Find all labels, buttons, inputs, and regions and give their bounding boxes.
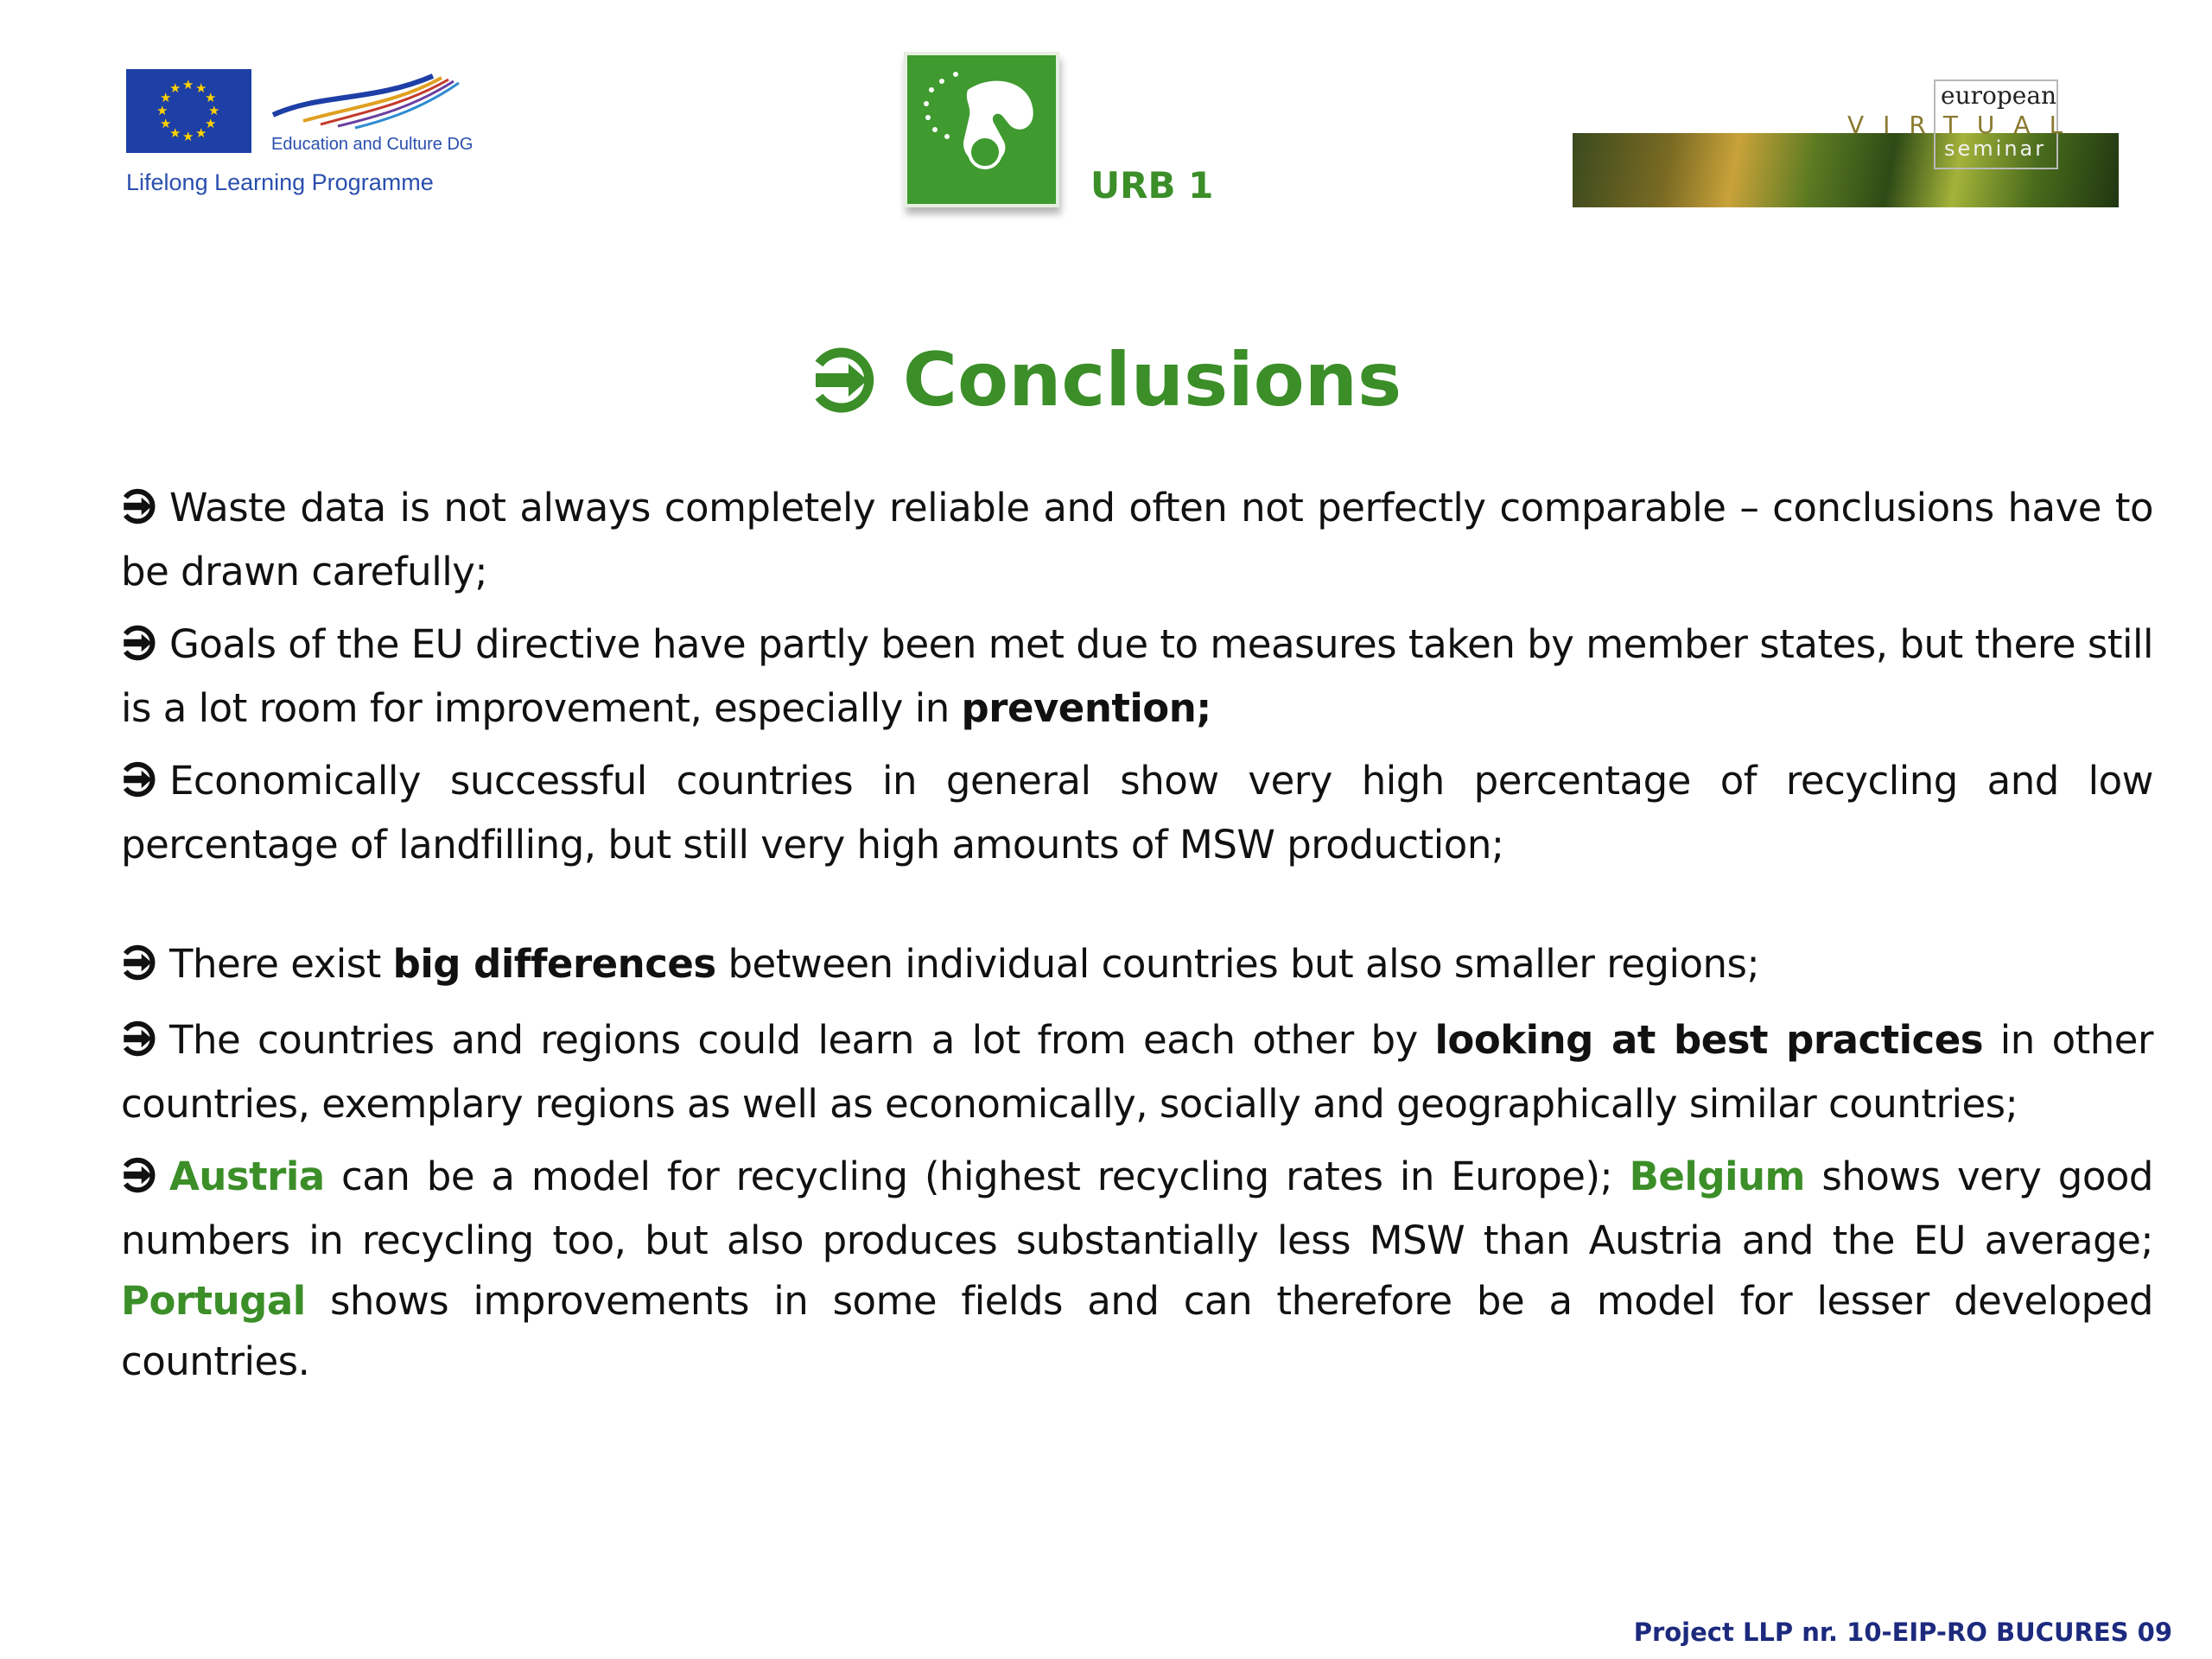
eu-star-icon: ★ xyxy=(169,124,181,141)
project-footer: Project LLP nr. 10-EIP-RO BUCURES 09 xyxy=(1633,1618,2172,1647)
eu-star-icon: ★ xyxy=(169,80,181,97)
eu-programme-text: Lifelong Learning Programme xyxy=(126,169,434,195)
conclusions-list xyxy=(121,478,2153,1404)
bullet-text: Economically successful countries in general show very high percentage of recycling and low percentage of landfilling, but still very high amounts of MSW production; xyxy=(121,758,2153,868)
bullet-item xyxy=(121,934,2153,998)
bold-text: prevention; xyxy=(961,685,1211,731)
country-highlight: Belgium xyxy=(1629,1154,1805,1199)
hand-earth-icon xyxy=(904,52,1059,207)
urb-label: URB 1 xyxy=(1090,164,1214,207)
eu-star-icon: ★ xyxy=(160,90,172,105)
arrow-circle-right-icon xyxy=(121,754,157,815)
bullet-text: shows very good numbers in recycling too, but also produces substantially less MSW than Austria and the EU average; xyxy=(121,1154,2153,1263)
bullet-item xyxy=(121,478,2153,602)
bullet-text: Waste data is not always completely reliable and often not perfectly comparable – conclusions have to be drawn carefully; xyxy=(121,485,2153,594)
seminar-logo-middle-word: VIRTUAL xyxy=(1847,111,2082,139)
page-title: Conclusions xyxy=(902,337,1402,423)
bullet-item xyxy=(121,1147,2153,1392)
bullet-text: There exist xyxy=(169,941,393,987)
bullet-text: The countries and regions could learn a lot from each other by xyxy=(169,1017,1435,1063)
urb-logo xyxy=(904,52,1068,216)
country-highlight: Portugal xyxy=(121,1278,306,1324)
bullet-text: Goals of the EU directive have partly been met due to measures taken by member states, but there still is a lot room for improvement, especially in xyxy=(121,621,2153,731)
bullet-text: can be a model for recycling (highest recycling rates in Europe); xyxy=(324,1154,1630,1199)
bullet-text: shows improvements in some fields and can therefore be a model for lesser developed countries. xyxy=(121,1278,2153,1384)
eu-star-icon: ★ xyxy=(204,116,217,131)
bullet-text: in other countries, exemplary regions as well as economically, socially and geographically similar countries; xyxy=(121,1017,2153,1127)
eu-flag-icon xyxy=(126,69,251,153)
bullet-item xyxy=(121,1010,2153,1135)
eu-star-icon: ★ xyxy=(208,103,220,118)
eu-star-icon: ★ xyxy=(195,80,207,97)
country-highlight: Austria xyxy=(169,1154,325,1199)
arrow-circle-right-icon xyxy=(810,346,878,414)
slide-title xyxy=(0,337,2212,423)
eu-star-icon: ★ xyxy=(195,124,207,141)
bullet-item xyxy=(121,751,2153,875)
seminar-logo-bottom-word: seminar xyxy=(1944,137,2047,161)
eu-star-icon: ★ xyxy=(204,90,217,105)
bold-text: big differences xyxy=(392,941,716,987)
arrow-circle-right-icon xyxy=(121,1014,157,1074)
arrow-circle-right-icon xyxy=(121,618,157,678)
seminar-logo-top-word: european xyxy=(1941,81,2057,110)
arrow-circle-right-icon xyxy=(121,481,157,542)
eu-star-icon: ★ xyxy=(182,129,194,144)
eu-dg-text: Education and Culture DG xyxy=(271,135,474,154)
eu-star-icon: ★ xyxy=(182,77,194,92)
european-virtual-seminar-logo xyxy=(1573,76,2126,210)
bullet-text: between individual countries but also smaller regions; xyxy=(715,941,1760,987)
eu-star-icon: ★ xyxy=(156,103,168,118)
bold-text: looking at best practices xyxy=(1434,1017,1984,1063)
eu-lifelong-learning-logo xyxy=(126,67,489,206)
arrow-circle-right-icon xyxy=(121,938,157,998)
arrow-circle-right-icon xyxy=(121,1150,157,1211)
eu-star-icon: ★ xyxy=(160,116,172,131)
bullet-item xyxy=(121,614,2153,739)
